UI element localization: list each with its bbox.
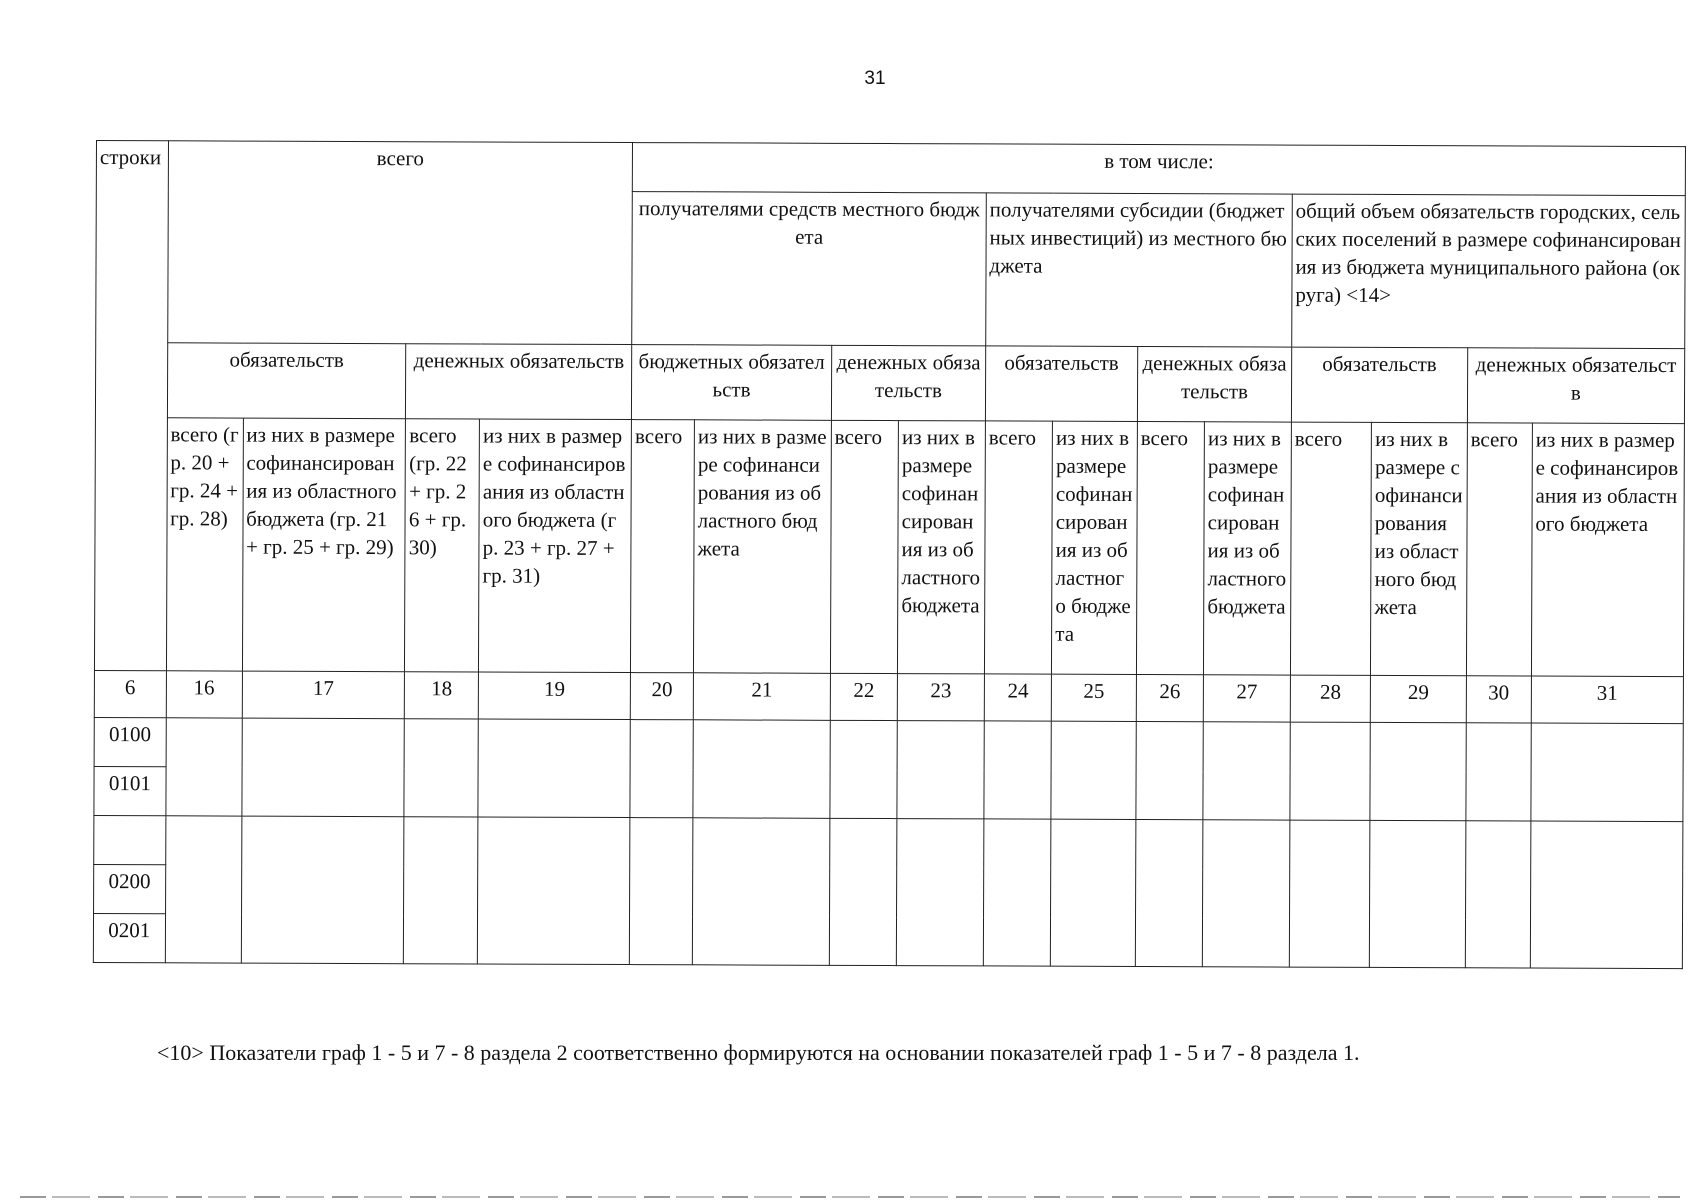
header-col-30: всего xyxy=(1466,423,1532,676)
data-cell[interactable] xyxy=(629,818,693,965)
column-number: 23 xyxy=(897,674,984,721)
page-number: 31 xyxy=(864,68,886,89)
header-settlements-total: общий объем обязательств городских, сельских поселений в размере софинансирования из бюджета муниципального района (округа) <14> xyxy=(1292,194,1686,349)
header-budget-obligations: бюджетных обязательств xyxy=(632,345,832,421)
header-obligations: обязательств xyxy=(167,343,406,419)
column-numbers-row xyxy=(94,670,1683,723)
scan-edge-line xyxy=(20,1196,1680,1198)
column-number: 18 xyxy=(405,672,479,719)
header-monetary-obligations: денежных обязательств xyxy=(1467,348,1685,424)
header-col-17: из них в размере софинансирования из областного бюджета (гр. 21 + гр. 25 + гр. 29) xyxy=(242,418,406,672)
column-number: 20 xyxy=(630,673,693,720)
header-col-21: из них в размере софинансирования из областного бюджета xyxy=(694,420,832,674)
data-cell[interactable] xyxy=(1466,723,1531,821)
column-number: 27 xyxy=(1203,675,1290,722)
header-subsidy-recipients: получателями субсидии (бюджетных инвестиций) из местного бюджета xyxy=(986,193,1293,347)
data-cell[interactable] xyxy=(1370,820,1466,967)
data-cell[interactable] xyxy=(404,719,478,817)
header-col-26: всего xyxy=(1136,422,1204,675)
header-col-27: из них в размере софинансирования из областного бюджета xyxy=(1204,422,1292,675)
header-col-31: из них в размере софинансирования из областного бюджета xyxy=(1531,423,1684,677)
data-cell[interactable] xyxy=(692,818,829,966)
data-cell[interactable] xyxy=(241,718,404,817)
data-cell[interactable] xyxy=(241,816,404,964)
data-cell[interactable] xyxy=(1530,821,1683,969)
header-monetary-obligations: денежных обязательств xyxy=(1137,347,1291,423)
row-code: 0200 xyxy=(94,864,166,913)
column-number: 25 xyxy=(1051,674,1136,721)
data-cell[interactable] xyxy=(693,720,830,819)
footnote: <10> Показатели граф 1 - 5 и 7 - 8 раздела 2 соответственно формируются на основании показателей граф 1 - 5 и 7 - 8 раздела 1. xyxy=(157,1040,1360,1065)
header-col-19: из них в размере софинансирования из областного бюджета (гр. 23 + гр. 27 + гр. 31) xyxy=(479,419,632,673)
row-code xyxy=(94,815,166,864)
header-col-20: всего xyxy=(631,420,695,673)
column-number: 19 xyxy=(478,672,630,720)
data-cell[interactable] xyxy=(478,719,630,818)
header-including: в том числе: xyxy=(632,143,1685,196)
header-col-22: всего xyxy=(830,420,898,673)
data-cell[interactable] xyxy=(404,817,478,964)
header-col-29: из них в размере софинансирования из областного бюджета xyxy=(1371,422,1467,675)
header-row-label: строки xyxy=(94,141,168,671)
header-total: всего xyxy=(167,141,632,345)
header-col-16: всего (гр. 20 + гр. 24 + гр. 28) xyxy=(166,418,243,671)
column-number: 6 xyxy=(94,670,166,717)
header-obligations: обязательств xyxy=(985,346,1137,422)
column-number: 26 xyxy=(1136,674,1203,721)
column-number: 16 xyxy=(166,671,242,718)
header-monetary-obligations: денежных обязательств xyxy=(406,344,632,420)
data-cell[interactable] xyxy=(1202,820,1289,967)
header-col-23: из них в размере софинансирования из областного бюджета xyxy=(898,421,986,674)
header-col-18: всего (гр. 22 + гр. 26 + гр. 30) xyxy=(405,419,480,672)
column-number: 30 xyxy=(1466,676,1531,723)
data-cell[interactable] xyxy=(829,818,897,965)
header-col-24: всего xyxy=(984,421,1052,674)
data-cell[interactable] xyxy=(984,721,1052,819)
data-cell[interactable] xyxy=(478,817,631,965)
data-cell[interactable] xyxy=(830,720,898,818)
data-cell[interactable] xyxy=(166,718,242,816)
data-cell[interactable] xyxy=(630,720,693,818)
column-number: 28 xyxy=(1290,675,1370,722)
data-cell[interactable] xyxy=(1135,819,1203,966)
data-cell[interactable] xyxy=(1290,722,1371,820)
data-cell[interactable] xyxy=(1531,723,1684,822)
header-col-25: из них в размере софинансирования из областного бюджета xyxy=(1052,421,1138,674)
data-cell[interactable] xyxy=(1203,722,1290,820)
header-col-28: всего xyxy=(1290,422,1371,675)
header-row-1 xyxy=(96,141,1685,196)
report-table-wrapper xyxy=(93,140,1686,969)
data-cell[interactable] xyxy=(1370,722,1466,820)
column-number: 29 xyxy=(1371,675,1467,722)
row-code: 0100 xyxy=(94,717,166,766)
data-cell[interactable] xyxy=(896,819,983,966)
data-cell[interactable] xyxy=(1289,820,1370,967)
header-row-3 xyxy=(95,343,1684,424)
data-cell[interactable] xyxy=(1051,819,1136,966)
column-number: 22 xyxy=(830,673,897,720)
header-monetary-obligations: денежных обязательств xyxy=(831,345,985,421)
header-row-4 xyxy=(94,417,1684,676)
data-cell[interactable] xyxy=(165,816,242,963)
data-cell[interactable] xyxy=(1465,821,1531,968)
column-number: 24 xyxy=(984,674,1051,721)
header-local-budget-recipients: получателями средств местного бюджета xyxy=(632,192,986,346)
table-row xyxy=(94,815,1683,870)
row-code: 0201 xyxy=(93,913,165,962)
column-number: 31 xyxy=(1531,676,1683,724)
data-cell[interactable] xyxy=(897,721,984,819)
data-cell[interactable] xyxy=(983,819,1051,966)
data-cell[interactable] xyxy=(1136,721,1204,819)
header-obligations: обязательств xyxy=(1291,347,1467,423)
column-number: 21 xyxy=(693,673,830,721)
row-code: 0101 xyxy=(94,766,166,815)
report-table xyxy=(93,140,1686,969)
column-number: 17 xyxy=(242,671,405,719)
data-cell[interactable] xyxy=(1051,721,1136,819)
table-row xyxy=(94,717,1683,772)
